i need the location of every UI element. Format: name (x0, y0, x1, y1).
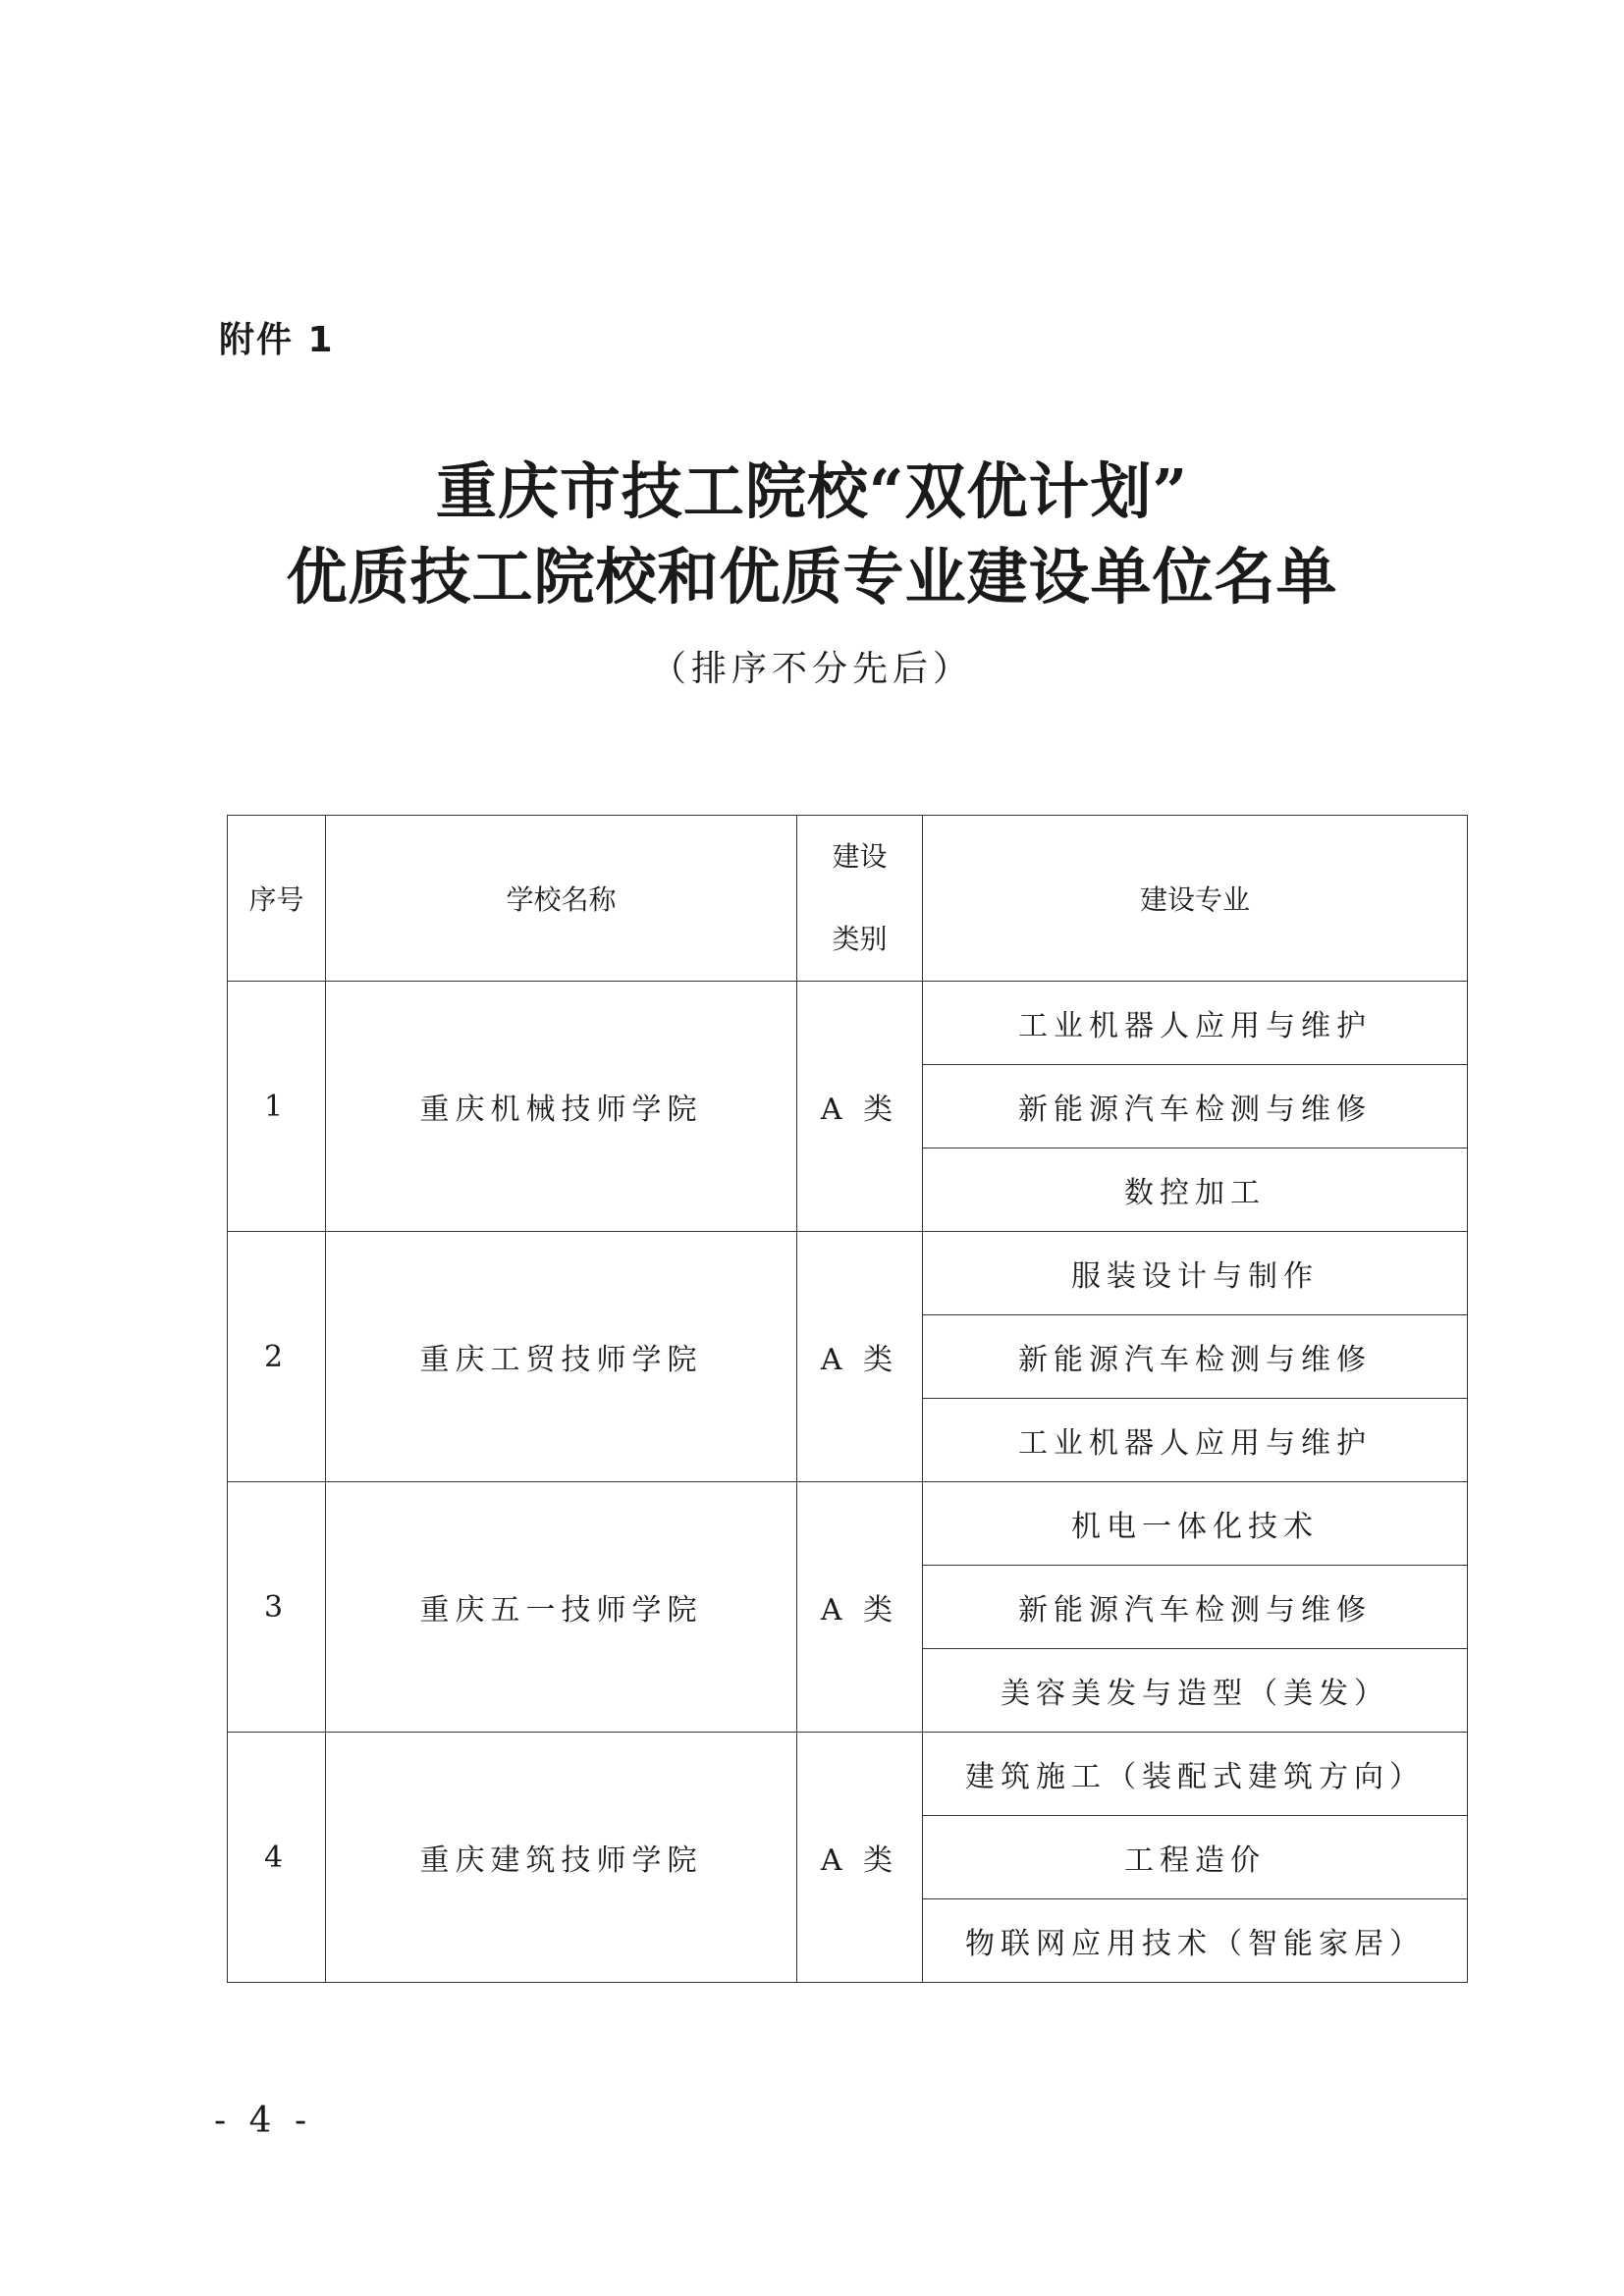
major-cell: 机电一体化技术 (923, 1482, 1468, 1566)
attachment-label: 附件 1 (219, 320, 335, 360)
school-name: 重庆五一技师学院 (326, 1482, 797, 1733)
major-cell: 数控加工 (923, 1148, 1468, 1232)
document-subtitle: （排序不分先后） (650, 649, 973, 689)
major-cell: 建筑施工（装配式建筑方向） (923, 1733, 1468, 1816)
row-index: 4 (228, 1733, 326, 1983)
major-cell: 美容美发与造型（美发） (923, 1649, 1468, 1733)
major-cell: 工业机器人应用与维护 (923, 1399, 1468, 1482)
table-row (228, 982, 1468, 1065)
school-name: 重庆工贸技师学院 (326, 1232, 797, 1482)
category-cell: A 类 (797, 1482, 923, 1733)
table-header-row (228, 816, 1468, 982)
row-index: 2 (228, 1232, 326, 1482)
row-index: 3 (228, 1482, 326, 1733)
header-school: 学校名称 (326, 816, 797, 982)
table-row (228, 1232, 1468, 1315)
major-cell: 新能源汽车检测与维修 (923, 1315, 1468, 1399)
header-index: 序号 (228, 816, 326, 982)
table-row (228, 1733, 1468, 1816)
major-cell: 新能源汽车检测与维修 (923, 1566, 1468, 1649)
major-cell: 服装设计与制作 (923, 1232, 1468, 1315)
document-title-line-1: 重庆市技工院校“双优计划” (435, 455, 1189, 527)
major-cell: 物联网应用技术（智能家居） (923, 1899, 1468, 1983)
header-majors: 建设专业 (923, 816, 1468, 982)
major-cell: 工程造价 (923, 1816, 1468, 1899)
school-name: 重庆机械技师学院 (326, 982, 797, 1232)
major-cell: 工业机器人应用与维护 (923, 982, 1468, 1065)
row-index: 1 (228, 982, 326, 1232)
header-category-line-1: 建设 (832, 840, 888, 873)
page-number: - 4 - (214, 2101, 313, 2141)
school-name: 重庆建筑技师学院 (326, 1733, 797, 1983)
school-roster-table (227, 815, 1468, 1983)
major-cell: 新能源汽车检测与维修 (923, 1065, 1468, 1148)
header-category (797, 816, 923, 982)
document-title-line-2: 优质技工院校和优质专业建设单位名单 (286, 541, 1338, 613)
header-category-line-2: 类别 (832, 923, 888, 955)
category-cell: A 类 (797, 1733, 923, 1983)
category-cell: A 类 (797, 982, 923, 1232)
table-row (228, 1482, 1468, 1566)
category-cell: A 类 (797, 1232, 923, 1482)
